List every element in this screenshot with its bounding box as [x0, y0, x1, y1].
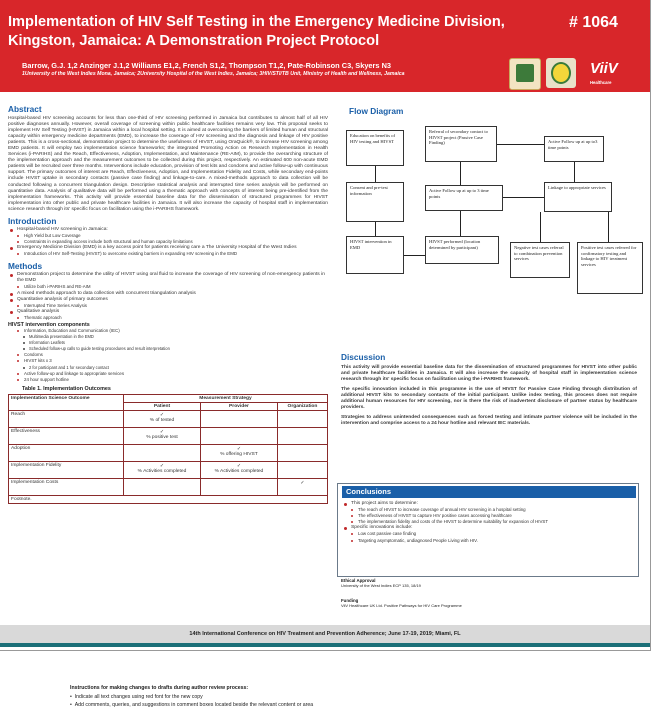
flow-arrow [460, 211, 461, 236]
flow-arrow [375, 222, 376, 236]
list-item: 2 for participant and 1 for secondary contact [8, 365, 328, 371]
table-cell [200, 410, 277, 427]
flow-arrow [460, 162, 461, 185]
table-header-cell: Provider [200, 402, 277, 410]
flow-box-followup: Active Follow up at up to 3 time points [425, 185, 503, 211]
list-item: 24 hour support hotline [8, 377, 328, 383]
list-item: The effectiveness of HIVST to capture HIV positive cases accessing healthcare [342, 513, 634, 519]
right-column [339, 104, 639, 116]
flow-arrow [608, 212, 609, 242]
flow-arrow [497, 144, 544, 145]
poster-header [0, 0, 650, 92]
flow-box-linkage: Linkage to appropriate services [544, 182, 612, 212]
table-row [9, 394, 328, 402]
list-item: Targeting asymptomatic, undiagnosed People Living with HIV. [342, 538, 634, 544]
components-title: HIVST intervention components [8, 321, 90, 328]
table-row [9, 427, 328, 444]
list-item: Low cost passive case finding [342, 531, 634, 537]
instruction-item: • Indicate all text changes using red font for the new copy [70, 693, 203, 700]
footer-bar [0, 643, 650, 647]
poster-number: # 1064 [569, 14, 618, 31]
table-header-cell: Implementation Science Outcome [9, 394, 124, 410]
logos [506, 58, 646, 90]
table-cell: ✓ [277, 478, 327, 495]
flow-box-performed: HIVST performed (location determined by participant) [425, 236, 499, 264]
table-caption: Table 1. Implementation Outcomes [22, 385, 111, 392]
flow-arrow [375, 166, 376, 182]
methods-title: Methods [8, 261, 43, 272]
list-item: Interrupted Time Series Analysis [8, 303, 328, 309]
abstract-title: Abstract [8, 104, 42, 114]
flow-arrow [404, 255, 425, 256]
conference-footer: 14th International Conference on HIV Treatment and Prevention Adherence; June 17-19, 2019; Miami, FL [0, 625, 650, 643]
list-item: Utilize both i-PARIHS and RE-AIM [8, 284, 328, 290]
flow-box-consent: Consent and pre-test information [346, 182, 404, 222]
table-cell [277, 461, 327, 478]
list-item: Condoms [8, 352, 328, 358]
table-row [9, 495, 328, 503]
uwi-logo [509, 58, 541, 90]
table-cell: Adoption [9, 444, 124, 461]
conclusions-list [342, 501, 634, 544]
list-item: Introduction of HIV Self-Testing (HIVST) to overcome existing barriers in expanding HIV screening in the EMD [8, 251, 328, 257]
ethics-title: Ethical Approval [341, 578, 376, 583]
table-cell: Implementation Fidelity [9, 461, 124, 478]
methods-list [8, 272, 328, 321]
list-item: High Yield but Low Coverage [8, 233, 328, 239]
table-cell: ✓ % Activities completed [124, 461, 201, 478]
table-cell: ✓ % offering HIVST [200, 444, 277, 461]
list-item: Active follow-up and linkage to appropriate services [8, 371, 328, 377]
flow-box-followup-time-points: Active Follow up at up to3 time points [544, 136, 604, 162]
list-item: A mixed methods approach to data collection with concurrent triangulation analysis [8, 291, 328, 297]
table-cell: Implementation Costs [9, 478, 124, 495]
ethics-text: University of the West Indies ECP 135, 18/19 [341, 583, 421, 588]
list-item: Information Leaflets [8, 340, 328, 346]
discussion-section [341, 352, 637, 427]
list-item: The reach of HIVST to increase coverage of annual HIV screening in a hospital setting [342, 507, 634, 513]
table-cell: Effectiveness [9, 427, 124, 444]
table-cell: ✓ % of tested [124, 410, 201, 427]
flow-box-education: Education on benefits of HIV testing and HIVST [346, 130, 404, 166]
table-cell [200, 478, 277, 495]
affiliations: 1University of the West Indies Mona, Jamaica; 2University Hospital of the West Indies, Jamaica; 3HIV/STI/TB Unit, Ministry of Health and Wellness, Jamaica [22, 71, 405, 77]
list-item: Multimedia presentation in the EMD [8, 334, 328, 340]
list-item: HIVST kits x 3 [8, 358, 328, 364]
flow-diagram-title: Flow Diagram [349, 106, 404, 116]
list-item: Quantitative analysis of primary outcomes [8, 297, 328, 303]
table-cell [200, 427, 277, 444]
table-row [9, 478, 328, 495]
funding-text: ViiV Healthcare UK Ltd. Positive Pathways for HIV Care Programme [341, 603, 462, 608]
table-cell [124, 444, 201, 461]
table-cell [277, 410, 327, 427]
ethics-section [341, 578, 631, 608]
instructions [70, 684, 313, 710]
abstract-text: Hospital-based HIV screening accounts for less than one-third of HIV screening performed in Jamaica but contributes to almost half of all HIV positive diagnoses annually. However, overall coverage of screening within public healthcare facilities remains very low. This proposal seeks to implement HIV Self Testing (HIVST) in Jamaica within a local hospital setting. It is aimed at overcoming the barriers of limited human and structural capacity within emergency medicine departments (EMD), to increase the coverage of HIV screening and the diagnosis and linkage of HIV positive patients. This is a cross-sectional, demonstration project to determine the usefulness of HIVST, using OraQuick®, to increase HIV screening among EMD patients. It will employ two implementation science frameworks; the integrated Promoting Action on Research Implementation in Health Services (i-PARIHS) and the Reach, Effectiveness, Adoption, Implementation, and Maintenance (RE-AIM), to provide the overarching structure of the implementation approach and the measurement outcomes to be collected during this project, respectively. An estimated 600 non-acute EMD patients will be recruited over three months. Interventions include education, provision of test kits and condoms and active follow-up with continuous support. The primary outcomes of interest are Reach, Effectiveness, Adoption, and Implementation Fidelity and Costs, while secondary end-points include HIVST uptake in secondary contacts (passive case finding) and linkage-to-care. A mixed-methods approach to data collection will be conducted following a concurrent triangulation design. Descriptive statistical analysis and interrupted time series analysis will be performed on quantitative data. Analysis of qualitative data will be performed using a thematic approach with concepts of interest being pre-identified from the implementation frameworks. This activity will provide essential baseline data for the dissemination of structured programmes for HIVST implementation into other public and private healthcare facilities in Jamaica. It will also increase the capacity of hospital staff in implementation science research through its' specific focus on facilitation using the i-PARIHS framework. [8, 116, 328, 212]
flow-box-negative: Negative test cases referral to combination prevention services [510, 242, 570, 278]
instruction-item: • Add comments, queries, and suggestions in comment boxes located beside the relevant content or area [70, 702, 314, 708]
list-item: Hospital-based HIV screening in Jamaica: [8, 227, 328, 233]
list-item: Thematic approach [8, 315, 328, 321]
table-cell [124, 478, 201, 495]
instructions-title: Instructions for making changes to drafts during author review process: [70, 685, 249, 691]
flow-box-positive: Positive test cases referred for confirmatory testing and linkage to HIV treatment services [577, 242, 643, 294]
list-item: Scheduled follow-up calls to guide testing procedures and result interpretation [8, 346, 328, 352]
list-item: Constraints in expanding access include both structural and human capacity limitations [8, 239, 328, 245]
table-cell: Reach [9, 410, 124, 427]
flow-arrow [540, 212, 541, 242]
flow-arrow [503, 197, 544, 198]
conclusions-title: Conclusions [342, 486, 636, 498]
table-header-cell: Organization [277, 402, 327, 410]
table-row [9, 461, 328, 478]
flow-box-intervention: HIVST intervention in EMD [346, 236, 404, 274]
jamaica-coat-of-arms-logo [546, 58, 576, 88]
table-cell: ✓ % Activities completed [200, 461, 277, 478]
table-header-cell: Patient [124, 402, 201, 410]
outcomes-table [8, 394, 328, 504]
discussion-title: Discussion [341, 352, 386, 362]
table-cell [277, 427, 327, 444]
funding-title: Funding [341, 598, 359, 603]
flow-box-referral: Referral of secondary contact to HIVST project (Passive Case Finding) [425, 126, 497, 162]
table-footnote: Footnote. [9, 495, 328, 503]
table-cell: ✓ % positive test [124, 427, 201, 444]
discussion-paragraph: The specific innovation included in this programme is the use of HIVST for Passive Case Finding through distribution of additional HIVST kits to secondary contacts of the initial participant. Unlike index testing, this process does not require additional human resources for HIV screening, nor is there the risk of inadvertent disclosure of partner status by healthcare providers. [341, 387, 637, 411]
list-item: This project aims to determine: [342, 501, 634, 507]
left-column [8, 104, 328, 504]
flow-arrow [574, 162, 575, 182]
table-header-cell: Measurement Strategy [124, 394, 328, 402]
authors: Barrow, G.J. 1,2 Anzinger J.1,2 Williams E1,2, French S1,2, Thompson T1,2, Pate-Robinson C3, Skyers N3 [22, 61, 392, 70]
list-item: Demonstration project to determine the utility of HIVST using oral fluid to increase the coverage of HIV screening of non-emergency patients in the EMD [8, 272, 328, 284]
poster-title: Implementation of HIV Self Testing in the Emergency Medicine Division, Kingston, Jamaica: A Demonstration Project Protocol [8, 14, 505, 49]
discussion-paragraph: This activity will provide essential baseline data for the dissemination of structured programmes for HIVST into other public and private healthcare facilities in Jamaica. It will also increase the capacity of hospital staff in implementation science research through its' specific focus on facilitation using the i-PARIHS framework. [341, 365, 637, 383]
introduction-title: Introduction [8, 215, 57, 226]
conclusions-box [337, 483, 639, 577]
introduction-list [8, 227, 328, 257]
components-list [8, 328, 328, 383]
viiv-logo: ViiV Healthcare [590, 60, 618, 85]
list-item: Specific innovations include: [342, 525, 634, 531]
table-row [9, 444, 328, 461]
table-row [9, 410, 328, 427]
table-cell [277, 444, 327, 461]
list-item: The implementation fidelity and costs of the HIVST to determine suitability for expansion of HIVST [342, 519, 634, 525]
list-item: Information, Education and Communication (IEC) [8, 328, 328, 334]
discussion-paragraph: Strategies to address unintended consequences such as forced testing and intimate partner violence will be included in the intervention and comprise access to a 24 hour hotline and relevant IEC materials. [341, 415, 637, 427]
list-item: Emergency Medicine Division (EMD) is a key access point for patients receiving care a The University Hospital of the West Indies [8, 245, 328, 251]
list-item: Qualitative analysis [8, 309, 328, 315]
